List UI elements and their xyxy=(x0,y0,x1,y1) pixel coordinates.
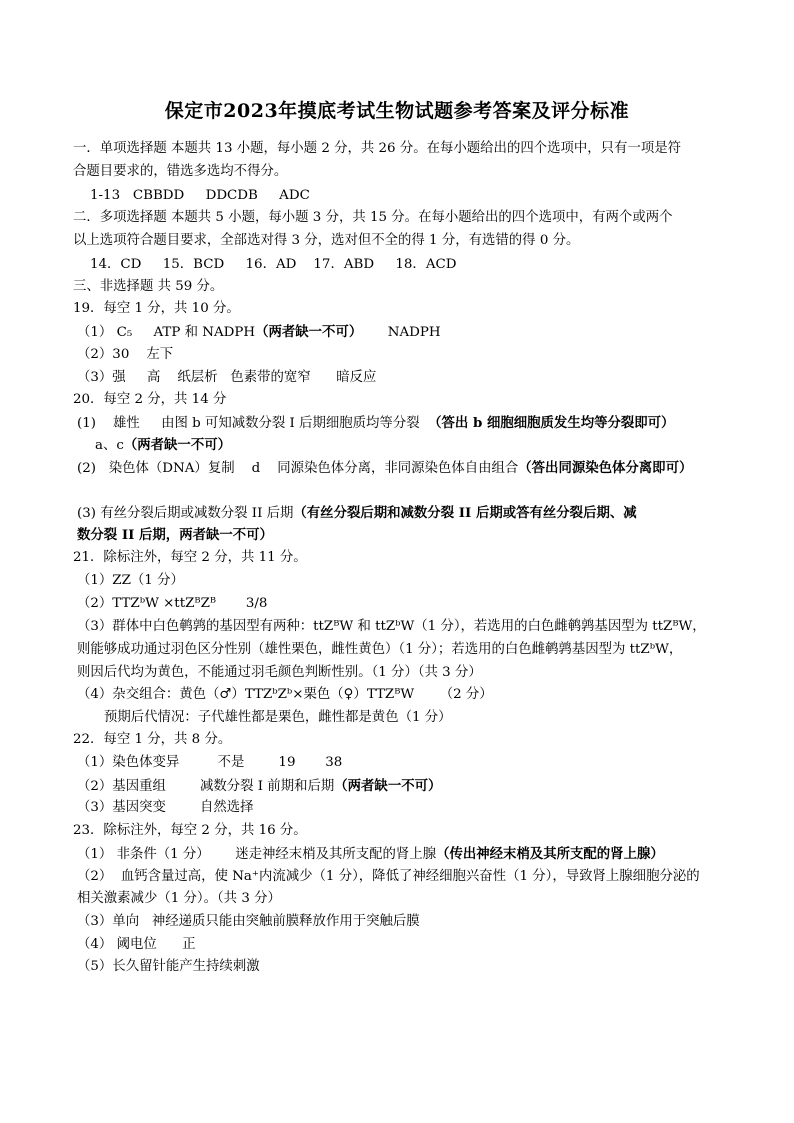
q20-a2-blank2: d xyxy=(251,461,261,476)
section1-answer-group-2: DDCDB xyxy=(205,188,258,203)
q20-answer-1b xyxy=(95,436,231,455)
answer-14: 14．CD xyxy=(90,257,142,272)
section1-answer-group-3: ADC xyxy=(279,188,310,203)
q21-answer-2 xyxy=(77,595,267,613)
q20-heading: 20．每空 2 分，共 14 分 xyxy=(73,392,227,407)
q22-a2-blank1: （2）基因重组 xyxy=(77,779,166,794)
section1-answers xyxy=(90,187,310,205)
section3-heading: 三、非选择题 共 59 分。 xyxy=(73,279,224,294)
q19-answer-2 xyxy=(77,346,173,364)
q19-a1-blank1: C₅ xyxy=(116,325,133,340)
q21-a4-score: （2 分） xyxy=(439,687,493,702)
q23-heading: 23．除标注外，每空 2 分，共 16 分。 xyxy=(73,823,307,838)
q19-a3-blank5: 暗反应 xyxy=(336,370,377,385)
q23-answer-4 xyxy=(77,936,196,954)
q20-a3-blank: (3) 有丝分裂后期或减数分裂 II 后期 xyxy=(77,506,294,521)
section1-answer-group-1: CBBDD xyxy=(132,188,185,203)
q23-answer-5: （5）长久留针能产生持续刺激 xyxy=(77,959,260,974)
q20-a3-note: （有丝分裂后期和减数分裂 II 后期或答有丝分裂后期、减 xyxy=(293,505,637,521)
q19-a3-blank2: 高 xyxy=(147,370,161,385)
q23-a1-number: （1） xyxy=(77,847,113,862)
q19-a1-blank2: ATP 和 NADPH xyxy=(153,325,256,340)
q21-a2-blank2: 3/8 xyxy=(245,596,268,611)
answer-18: 18．ACD xyxy=(395,257,457,272)
q21-a2-blank1: （2）TTZᵇW ×ttZᴮZᴮ xyxy=(77,596,217,611)
q19-heading: 19．每空 1 分，共 10 分。 xyxy=(73,301,240,316)
q22-answer-1 xyxy=(77,754,342,772)
q21-answer-4b: 预期后代情况：子代雄性都是栗色，雌性都是黄色（1 分） xyxy=(104,710,452,725)
q23-answer-3 xyxy=(77,913,420,931)
q23-a1-note: （传出神经末梢及其所支配的肾上腺） xyxy=(436,846,664,862)
q19-answer-1 xyxy=(77,323,441,342)
q19-a1-note: （两者缺一不可） xyxy=(255,324,363,340)
q22-a3-blank1: （3）基因突变 xyxy=(77,800,166,815)
q22-heading: 22．每空 1 分，共 8 分。 xyxy=(73,732,232,747)
section1-instructions-line2: 合题目要求的，错选多选均不得分。 xyxy=(73,164,288,179)
q22-answer-2 xyxy=(77,777,441,796)
q22-a2-blank2: 减数分裂 I 前期和后期 xyxy=(199,779,335,794)
section1-instructions-line1: 一．单项选择题 本题共 13 小题，每小题 2 分，共 26 分。在每小题给出的四个选项中，只有一项是符 xyxy=(73,141,682,156)
q19-a1-number: （1） xyxy=(77,325,113,340)
q21-answer-1: （1）ZZ（1 分） xyxy=(77,573,184,588)
q21-answer-3-line3: 则因后代均为黄色，不能通过羽毛颜色判断性别。（1 分）（共 3 分） xyxy=(77,665,482,680)
q22-a3-blank2: 自然选择 xyxy=(199,800,254,815)
section1-answer-range: 1-13 xyxy=(90,188,121,203)
q23-a1-blank1: 非条件（1 分） xyxy=(116,847,210,862)
section2-instructions-line1: 二．多项选择题 本题共 5 小题，每小题 3 分，共 15 分。在每小题给出的四个选项中，有两个或两个 xyxy=(73,210,673,225)
q22-a2-note: （两者缺一不可） xyxy=(334,778,442,794)
q21-a4-cross: （4）杂交组合：黄色（♂）TTZᵇZᵇ×栗色（♀）TTZᴮW xyxy=(77,687,415,702)
q23-a4-blank1: 阈电位 xyxy=(116,937,157,952)
q23-a1-blank2: 迷走神经末梢及其所支配的肾上腺 xyxy=(235,847,437,862)
q20-a2-note: （答出同源染色体分离即可） xyxy=(518,460,693,476)
q20-a1-blank2: 由图 b 可知减数分裂 I 后期细胞质均等分裂 xyxy=(161,416,420,431)
q23-answer-1 xyxy=(77,845,664,864)
q23-a4-blank2: 正 xyxy=(182,937,196,952)
q21-answer-3-line2: 则能够成功通过羽色区分性别（雄性栗色，雌性黄色）（1 分）；若选用的白色雌鹌鹑基因型为 ttZᵇW， xyxy=(77,642,683,657)
q23-a3-blank1: （3）单向 xyxy=(77,914,140,929)
q23-a3-blank2: 神经递质只能由突触前膜释放作用于突触后膜 xyxy=(151,914,420,929)
answer-16: 16．AD xyxy=(245,257,297,272)
q20-a2-number: (2) xyxy=(77,461,96,476)
q20-a2-blank3: 同源染色体分离，非同源染色体自由组合 xyxy=(277,461,519,476)
q23-a2-text: 血钙含量过高，使 Na⁺内流减少（1 分），降低了神经细胞兴奋性（1 分），导致肾上腺细胞分泌的 xyxy=(120,869,700,884)
q19-a2-blank2: 左下 xyxy=(146,347,174,362)
q20-a1b-note: （两者缺一不可） xyxy=(123,437,231,453)
q23-a2-number: （2） xyxy=(77,869,113,884)
q21-answer-3-line1: （3）群体中白色鹌鹑的基因型有两种：ttZᴮW 和 ttZᵇW（1 分），若选用的白色雌鹌鹑基因型为 ttZᴮW， xyxy=(77,619,706,634)
q23-a4-number: （4） xyxy=(77,937,113,952)
q19-a2-blank1: （2）30 xyxy=(77,347,130,362)
q22-a1-blank3: 19 xyxy=(278,755,296,770)
q20-a1-note: （答出 b 细胞细胞质发生均等分裂即可） xyxy=(428,415,675,431)
q22-a1-blank2: 不是 xyxy=(217,755,245,770)
q20-answer-3b: 数分裂 II 后期，两者缺一不可） xyxy=(77,527,273,543)
q20-a2-blank1: 染色体（DNA）复制 xyxy=(108,461,235,476)
section2-answers xyxy=(90,256,456,274)
q19-answer-3 xyxy=(77,369,376,387)
q20-a1-number: (1) xyxy=(77,416,96,431)
answer-15: 15．BCD xyxy=(162,257,225,272)
q22-a1-blank1: （1）染色体变异 xyxy=(77,755,180,770)
page-title: 保定市2023年摸底考试生物试题参考答案及评分标准 xyxy=(164,100,630,122)
q20-a1-blank1: 雄性 xyxy=(113,416,140,431)
q21-answer-4 xyxy=(77,686,493,704)
q19-a3-blank4: 色素带的宽窄 xyxy=(230,370,311,385)
q20-a1b-blank: a、c xyxy=(95,438,124,453)
q21-heading: 21．除标注外，每空 2 分，共 11 分。 xyxy=(73,550,307,565)
q20-answer-1 xyxy=(77,414,674,433)
q19-a1-blank3: NADPH xyxy=(387,325,441,340)
q22-a1-blank4: 38 xyxy=(325,755,343,770)
q23-answer-2 xyxy=(77,868,700,886)
q22-answer-3 xyxy=(77,799,254,817)
q19-a3-blank1: （3）强 xyxy=(77,370,126,385)
q23-answer-2b: 相关激素减少（1 分）。（共 3 分） xyxy=(77,891,281,906)
q19-a3-blank3: 纸层析 xyxy=(177,370,218,385)
answer-17: 17．ABD xyxy=(313,257,375,272)
q20-answer-3 xyxy=(77,504,637,523)
q20-answer-2 xyxy=(77,459,692,478)
section2-instructions-line2: 以上选项符合题目要求，全部选对得 3 分，选对但不全的得 1 分，有选错的得 0 分。 xyxy=(73,233,580,248)
